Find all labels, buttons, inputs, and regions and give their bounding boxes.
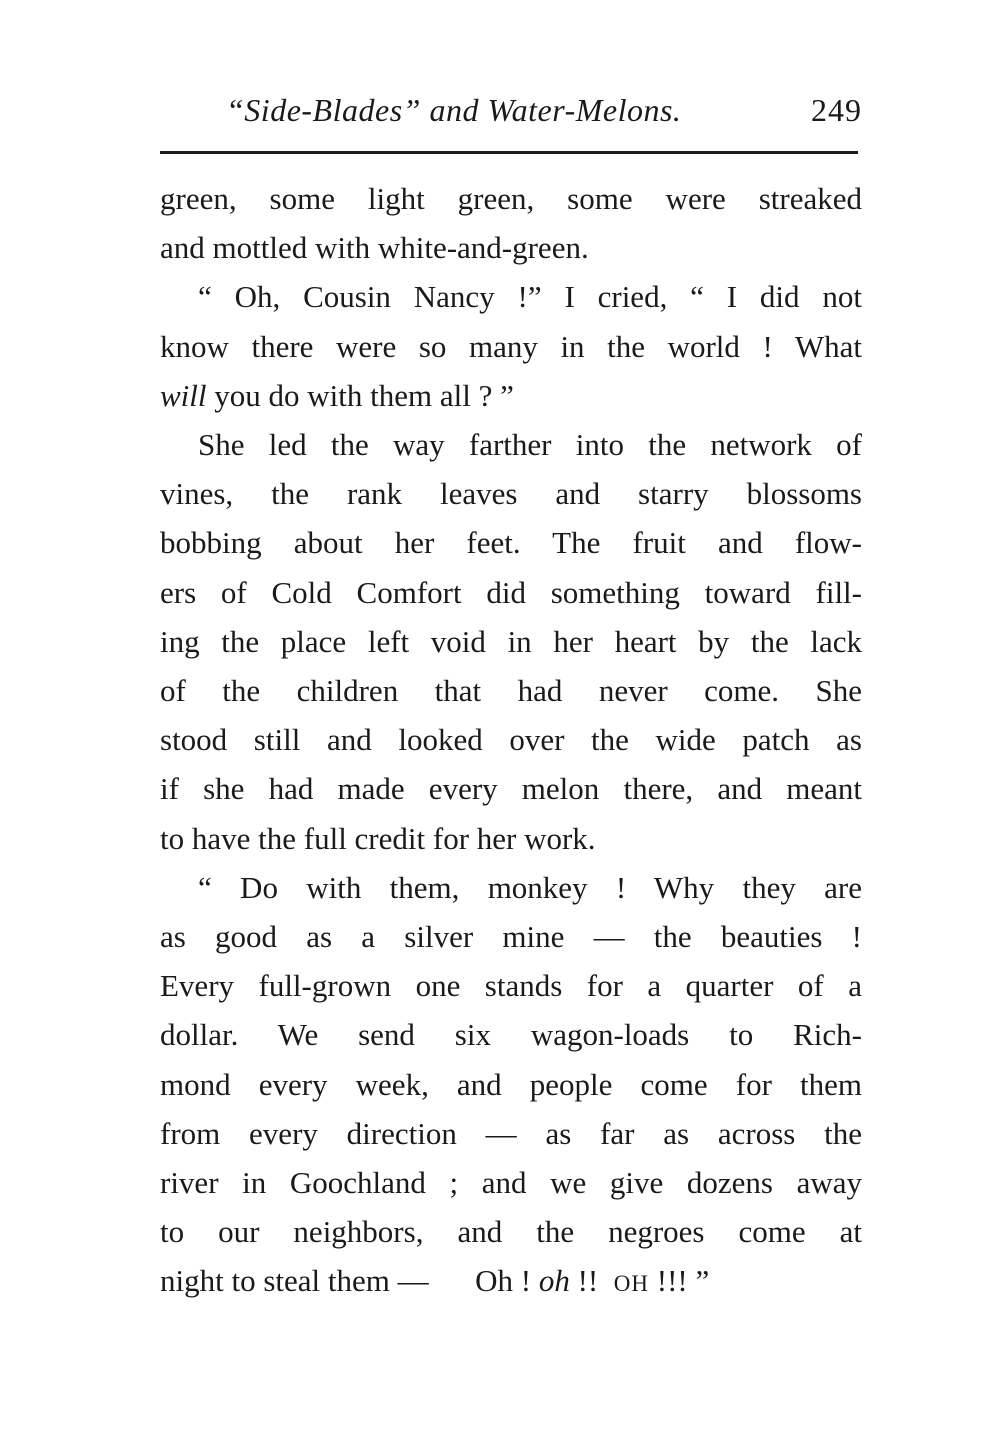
header-rule [160,151,858,154]
italic-word: will [160,377,207,413]
text-fragment: Oh ! [475,1263,532,1299]
text-line: know there were so many in the world ! What [160,328,862,364]
text-line: if she had made every melon there, and meant [160,771,862,807]
text-line: She led the way farther into the network of [198,427,862,463]
text-line: vines, the rank leaves and starry blossoms [160,476,862,512]
text-line: green, some light green, some were streaked [160,181,862,216]
paragraph-1 [160,174,862,272]
text-line: ing the place left void in her heart by the lack [160,623,862,659]
text-line: from every direction — as far as across the [160,1115,862,1151]
text-line: “ Oh, Cousin Nancy !” I cried, “ I did not [198,279,862,315]
text-line: stood still and looked over the wide patch as [160,722,862,758]
text-line: mond every week, and people come for them [160,1066,862,1102]
paragraph-4 [160,863,862,1309]
text-fragment: !! [577,1263,599,1299]
body-text [160,174,862,1309]
text-line: dollar. We send six wagon-loads to Rich- [160,1017,862,1053]
paragraph-3 [160,420,862,863]
text-line [160,1256,862,1308]
italic-word: oh [538,1263,570,1299]
text-line: Every full-grown one stands for a quarter of a [160,968,862,1004]
running-head [160,92,862,142]
text-line: to our neighbors, and the negroes come at [160,1214,862,1250]
text-fragment: !!! ” [656,1263,710,1299]
text-line: and mottled with white-and-green. [160,230,589,266]
text-line: of the children that had never come. She [160,673,862,709]
text-line [160,371,862,420]
book-page [160,0,862,1433]
page-number: 249 [811,92,862,128]
running-title: “Side-Blades” and Water-Melons. [226,92,682,128]
text-line: ers of Cold Comfort did something toward fill- [160,574,862,610]
text-line: river in Goochland ; and we give dozens away [160,1165,862,1201]
text-fragment: you do with them all ? ” [214,377,514,413]
text-line: to have the full credit for her work. [160,820,596,856]
paragraph-2 [160,272,862,420]
text-line: as good as a silver mine — the beauties ! [160,919,862,955]
text-line: bobbing about her feet. The fruit and flow- [160,525,862,561]
text-fragment: night to steal them — [160,1263,429,1299]
text-line: “ Do with them, monkey ! Why they are [198,869,862,905]
small-caps-word: OH [613,1271,649,1297]
